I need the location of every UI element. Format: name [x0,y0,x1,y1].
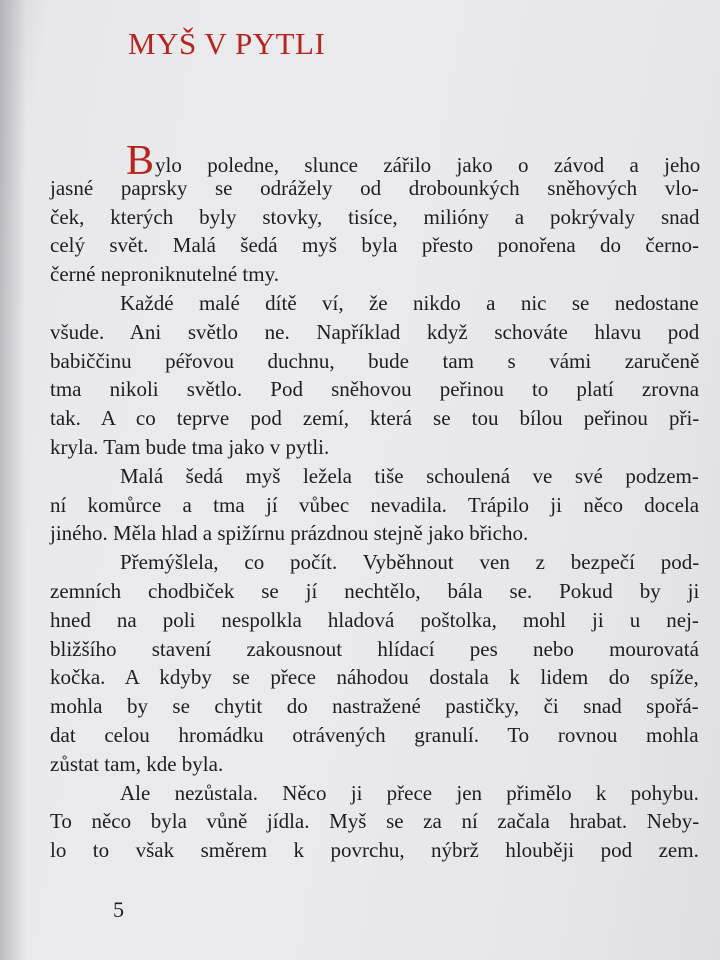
first-word [126,138,701,184]
drop-cap: B [126,138,155,184]
body-text [50,138,701,865]
line-text: jasné paprsky se odrážely od drobounkých sněhových vlo- [50,175,699,200]
text-line [50,138,701,184]
line-text: babiččinu péřovou duchnu, bude tam s vámi zaručeně [50,348,700,373]
line-text: ylo poledne, slunce zářilo jako o závod a jeho [155,153,701,177]
line-text: kočka. A kdyby se přece náhodou dostala k lidem do spíže, [50,665,699,690]
text-line [50,260,700,289]
text-line [50,404,700,433]
text-line [50,318,700,347]
line-text: jiného. Měla hlad a spižírnu prázdnou stejně jako břicho. [50,521,529,546]
line-text: Ale nezůstala. Něco ji přece jen přimělo k pohybu. [120,780,699,805]
line-text: tma nikoli světlo. Pod sněhovou peřinou to platí zrovna [50,377,700,402]
text-line [50,203,700,232]
text-line [50,750,700,779]
line-text: ní komůrce a tma jí vůbec nevadila. Trápilo ji něco docela [50,492,700,517]
line-text: To něco byla vůně jídla. Myš se za ní začala hrabat. Neby- [50,809,700,834]
line-text: Každé malé dítě ví, že nikdo a nic se nedostane [120,290,699,315]
line-text: Přemýšlela, co počít. Vyběhnout ven z bezpečí pod- [120,550,700,575]
text-line [50,577,700,606]
text-line [50,462,700,491]
chapter-title: MYŠ V PYTLI [128,26,326,61]
line-text: kryla. Tam bude tma jako v pytli. [50,434,330,459]
text-line [50,289,700,318]
text-line [50,347,700,376]
page-number: 5 [113,897,124,922]
text-line [50,519,700,548]
line-text: ček, kterých byly stovky, tisíce, milióny a pokrývaly snad [50,204,700,229]
line-text: bližšího stavení zakousnout hlídací pes nebo mourovatá [50,636,699,661]
line-text: mohla by se chytit do nastražené pastičky, či snad spořá- [50,694,699,719]
line-text: tak. A co teprve pod zemí, která se tou bílou peřinou při- [50,406,700,431]
text-line [50,836,700,865]
text-line [50,721,700,750]
text-line [50,635,700,664]
text-line [50,375,700,404]
line-text: lo to však směrem k povrchu, nýbrž hlouběji pod zem. [50,838,699,863]
text-line [50,433,700,462]
line-text: všude. Ani světlo ne. Například když schováte hlavu pod [50,319,700,344]
first-line-content [126,138,701,184]
gutter-shadow [0,0,26,960]
line-text: dat celou hromádku otrávených granulí. To rovnou mohla [50,722,699,747]
line-text: Malá šedá myš ležela tiše schoulená ve své podzem- [120,463,699,488]
text-line [50,779,700,808]
text-line [50,807,700,836]
text-line [50,606,700,635]
text-line [50,692,700,721]
line-text: celý svět. Malá šedá myš byla přesto ponořena do černo- [50,233,700,258]
line-text: zemních chodbiček se jí nechtělo, bála se. Pokud by ji [50,578,700,603]
line-text: hned na poli nespolkla hladová poštolka, mohl ji u nej- [50,607,699,632]
text-line [50,663,700,692]
text-line [50,491,700,520]
text-line [50,548,700,577]
line-text: černé neproniknutelné tmy. [50,262,279,287]
line-text: zůstat tam, kde byla. [50,751,224,776]
text-line [50,231,700,260]
